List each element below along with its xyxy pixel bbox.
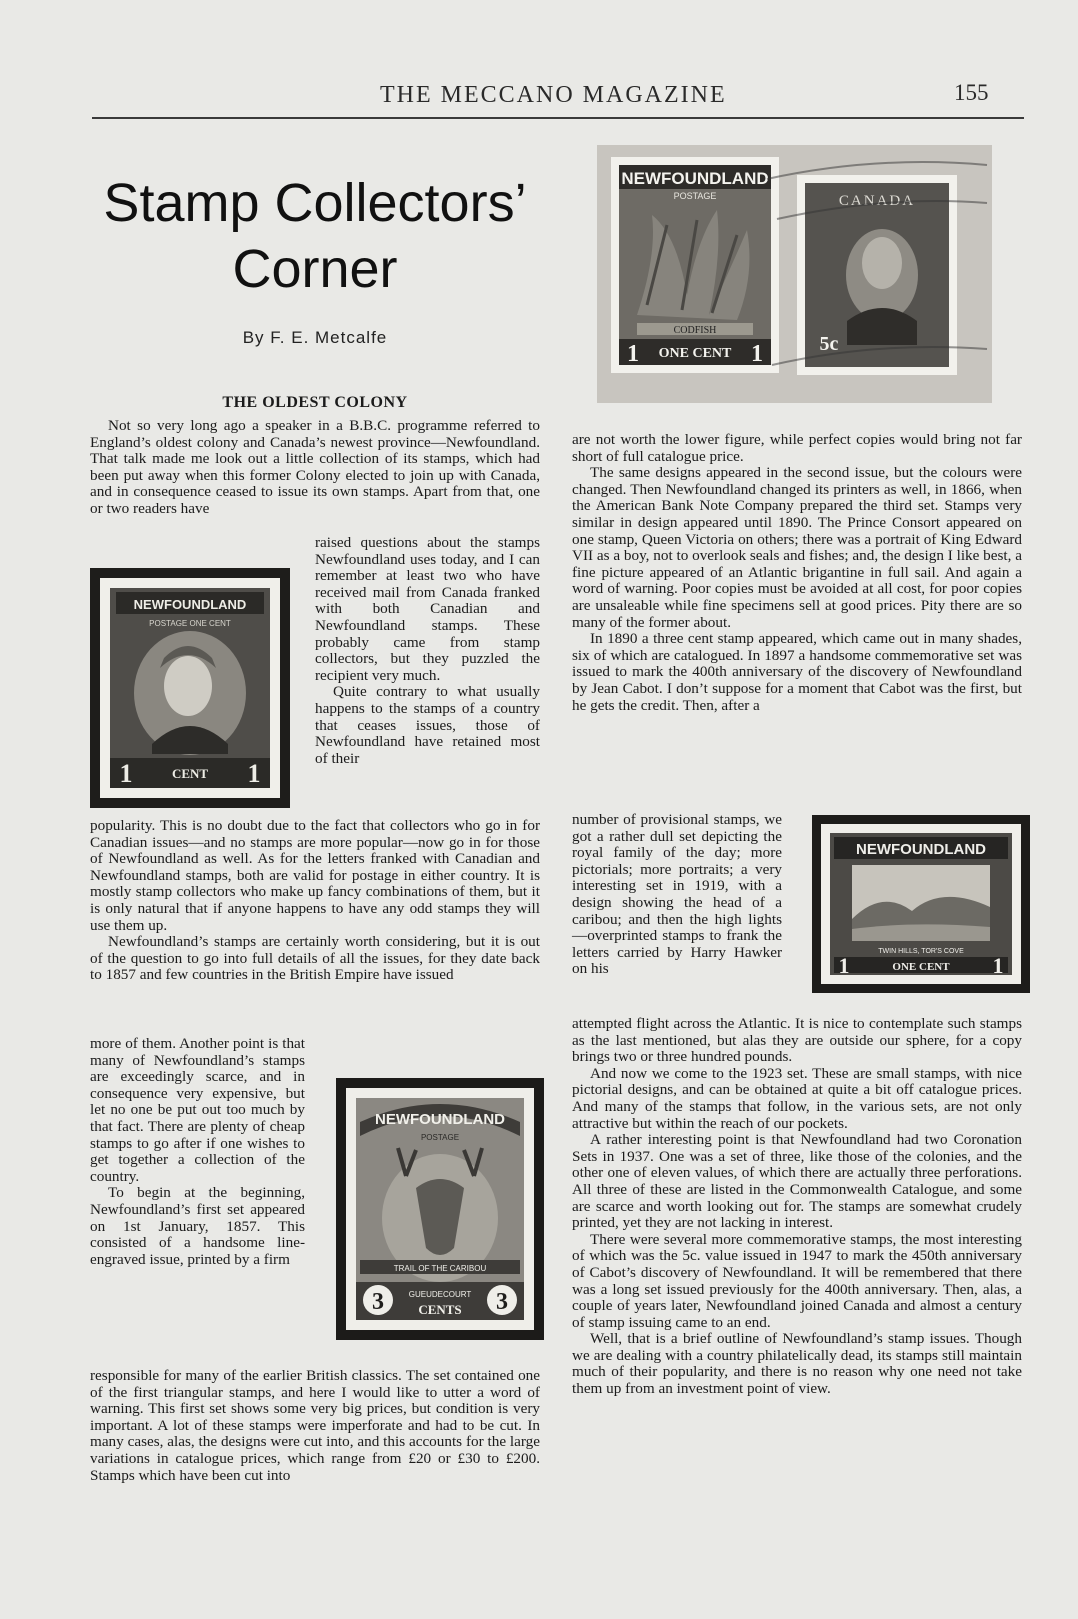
codfish-postage: POSTAGE bbox=[673, 191, 717, 201]
col1-paragraph-1: Not so very long ago a speaker in a B.B.C. programme referred to England’s oldest colony and Canada’s newest province—Newfoundland. That talk made me look out a little collection of its stamps, which had been put away when this former Colony elected to join up with Canada, and in consequence ceased to issue its own stamps. Apart from that, one or two readers have bbox=[90, 417, 540, 517]
canada-value: 5c bbox=[819, 333, 839, 355]
col2-paragraph-6: There were several more commemorative stamps, the most interesting of which was the 5c. value issued in 1947 to mark the 450th anniversary of Cabot’s discovery of Newfoundland. It will be remembered that there was a long set issued previously for the 400th anniversary. Then, alas, a couple of years later, Newfoundland joined Canada and almost a century of stamp issuing came to an end. bbox=[572, 1230, 1022, 1331]
landscape-stamp-numeral-right: 1 bbox=[992, 953, 1004, 978]
queen-stamp-illustration bbox=[90, 568, 290, 808]
landscape-stamp-numeral-left: 1 bbox=[838, 953, 850, 978]
figure-queen-victoria-stamp bbox=[90, 568, 290, 808]
figure-caribou-stamp bbox=[336, 1078, 544, 1340]
col1-paragraph-1-continued: raised questions about the stamps Newfoundland uses today, and I can remember at least two who have received mail from Canada franked with both Canadian and Newfoundland stamps. These probably came from stamp collectors, but they puzzled the recipient very much. bbox=[315, 534, 540, 684]
byline: By F. E. Metcalfe bbox=[242, 328, 388, 347]
header-rule bbox=[92, 117, 1024, 119]
codfish-value: ONE CENT bbox=[658, 346, 732, 361]
col1-paragraph-3-continued: more of them. Another point is that many of Newfoundland’s stamps are exceedingly scarce, and in consequence very expensive, but let no one be put out too much by that fact. There are plenty of cheap stamps to go after if one wishes to get together a collection of the country. bbox=[90, 1035, 305, 1185]
caribou-stamp-illustration bbox=[336, 1078, 544, 1340]
col1-paragraph-4-continued: responsible for many of the earlier British classics. The set contained one of the first triangular stamps, and here I would like to utter a word of warning. This first set shows some very big prices, but condition is very important. A lot of these stamps were imperforate and had to be cut. In many cases, alas, the designs were cut into, and this accounts for the large variations in catalogue prices, which range from £20 or £30 to £200. Stamps which have been cut into bbox=[90, 1367, 540, 1484]
title-line-2: Corner bbox=[232, 239, 398, 299]
caribou-stamp-place: GUEUDECOURT bbox=[408, 1290, 472, 1299]
landscape-stamp-illustration bbox=[812, 815, 1030, 993]
codfish-numeral-left: 1 bbox=[627, 341, 639, 367]
col2-paragraph-3-end: attempted flight across the Atlantic. It is nice to contemplate such stamps as the last mentioned, but alas they are outside our sphere, for a copy brings two or three hundred pounds. bbox=[572, 1015, 1022, 1066]
col2-paragraph-4: And now we come to the 1923 set. These are small stamps, with nice pictorial designs, and can be obtained at quite a bit off catalogue prices. And many of the stamps that follow, in the various sets, are not only attractive but within the reach of our pockets. bbox=[572, 1064, 1022, 1132]
landscape-stamp-place: TWIN HILLS, TOR'S COVE bbox=[878, 948, 964, 955]
col2-paragraph-1: are not worth the lower figure, while perfect copies would bring not far short of full catalogue price. bbox=[572, 431, 1022, 465]
page-header bbox=[92, 80, 1022, 118]
col2-bottom bbox=[572, 1016, 1022, 1398]
col2-paragraph-5: A rather interesting point is that Newfoundland had two Coronation Sets in 1937. One was a set of three, like those of the colonies, and the other one of eleven values, of which there are actually three perforations. All three of these are listed in the Commonwealth Catalogue, and some are scarce and worth looking out for. The stamps are somewhat crudely printed, yet they are not lacking in interest. bbox=[572, 1131, 1022, 1232]
queen-stamp-numeral-right: 1 bbox=[247, 759, 261, 788]
col2-paragraph-7: Well, that is a brief outline of Newfoundland’s stamp issues. Though we are dealing with a country philatelically dead, its stamps still maintain much of their popularity, and there is no reason why one need not take them up from an investment point of view. bbox=[572, 1330, 1022, 1398]
codfish-country: NEWFOUNDLAND bbox=[621, 169, 769, 188]
two-stamps-illustration bbox=[597, 145, 992, 403]
canada-country: CANADA bbox=[838, 193, 916, 209]
caribou-stamp-numeral-right: 3 bbox=[496, 1289, 508, 1315]
landscape-stamp-country: NEWFOUNDLAND bbox=[856, 841, 986, 858]
col1-middle bbox=[90, 818, 540, 984]
title-line-1: Stamp Collectors’ bbox=[103, 173, 527, 233]
codfish-stamp bbox=[611, 157, 779, 373]
caribou-stamp-country: NEWFOUNDLAND bbox=[375, 1111, 505, 1128]
figure-landscape-stamp bbox=[812, 815, 1030, 993]
col2-paragraph-3-continued: number of provisional stamps, we got a rather dull set depicting the royal family of the day; more pictorials; more portraits; a very interesting set in 1919, with a design showing the head of a caribou; and then the high lights—overprinted stamps to frank the letters carried by Harry Hawker on his bbox=[572, 811, 782, 978]
landscape-stamp-value: ONE CENT bbox=[892, 961, 950, 973]
col1-wrap-text bbox=[315, 535, 540, 767]
col1-intro bbox=[90, 418, 540, 518]
codfish-band: CODFISH bbox=[673, 325, 717, 336]
figure-codfish-and-canada-stamps bbox=[597, 145, 992, 403]
col1-paragraph-2-continued: popularity. This is no doubt due to the fact that collectors who go in for Canadian issues—and no stamps are more popular—now go in for those of Newfoundland as well. As for the letters franked with Canadian and Newfoundland stamps, both are valid for postage in either country. It is mostly stamp collectors who make up fancy combinations of them, but it is only natural that if anyone happens to have any odd stamps they will use them up. bbox=[90, 817, 540, 934]
page-number: 155 bbox=[954, 80, 989, 105]
col1-paragraph-4: To begin at the beginning, Newfoundland’s first set appeared on 1st January, 1857. This consisted of a handsome line-engraved issue, printed by a firm bbox=[90, 1184, 305, 1268]
col1-narrow bbox=[90, 1036, 305, 1268]
queen-stamp-country: NEWFOUNDLAND bbox=[133, 597, 247, 612]
col1-paragraph-2: Quite contrary to what usually happens to the stamps of a country that ceases issues, those of Newfoundland have retained most of their bbox=[315, 683, 540, 767]
col2-paragraph-3: In 1890 a three cent stamp appeared, which came out in many shades, six of which are catalogued. In 1897 a handsome commemorative set was issued to mark the 400th anniversary of the discovery of Newfoundland by Jean Cabot. I don’t suppose for a moment that Cabot was the first, but he gets the credit. Then, after a bbox=[572, 630, 1022, 714]
caribou-stamp-numeral-left: 3 bbox=[372, 1289, 384, 1315]
col1-paragraph-3: Newfoundland’s stamps are certainly worth considering, but it is out of the question to go into full details of all the issues, for they date back to 1857 and few countries in the British Empire have issued bbox=[90, 933, 540, 984]
queen-stamp-label: POSTAGE ONE CENT bbox=[149, 619, 231, 628]
article-title bbox=[90, 170, 540, 302]
queen-stamp-value: CENT bbox=[171, 766, 209, 781]
queen-stamp-numeral-left: 1 bbox=[119, 759, 133, 788]
col2-narrow bbox=[572, 812, 782, 978]
caribou-stamp-band: TRAIL OF THE CARIBOU bbox=[393, 1264, 487, 1273]
col1-bottom bbox=[90, 1368, 540, 1484]
running-title: THE MECCANO MAGAZINE bbox=[380, 82, 727, 108]
col2-top bbox=[572, 432, 1022, 714]
section-heading: THE OLDEST COLONY bbox=[222, 394, 408, 411]
canada-stamp bbox=[797, 175, 957, 375]
caribou-stamp-value: CENTS bbox=[418, 1302, 462, 1317]
caribou-stamp-label: POSTAGE bbox=[420, 1133, 460, 1142]
codfish-numeral-right: 1 bbox=[751, 341, 763, 367]
col2-paragraph-2: The same designs appeared in the second issue, but the colours were changed. Then Newfoundland changed its printers as well, in 1866, when the American Bank Note Company prepared the third set. Stamps very similar in design appeared until 1890. The Prince Consort appeared on one stamp, Queen Victoria on others; there was a portrait of King Edward VII as a boy, not to overlook seals and fishes; and, the design I like best, a fine picture appeared of an Atlantic brigantine in full sail. And again a word of warning. Poor copies must be avoided at all cost, for poor copies are unsaleable while fine specimens sell at good prices. Pity there are so many of the former about. bbox=[572, 464, 1022, 631]
